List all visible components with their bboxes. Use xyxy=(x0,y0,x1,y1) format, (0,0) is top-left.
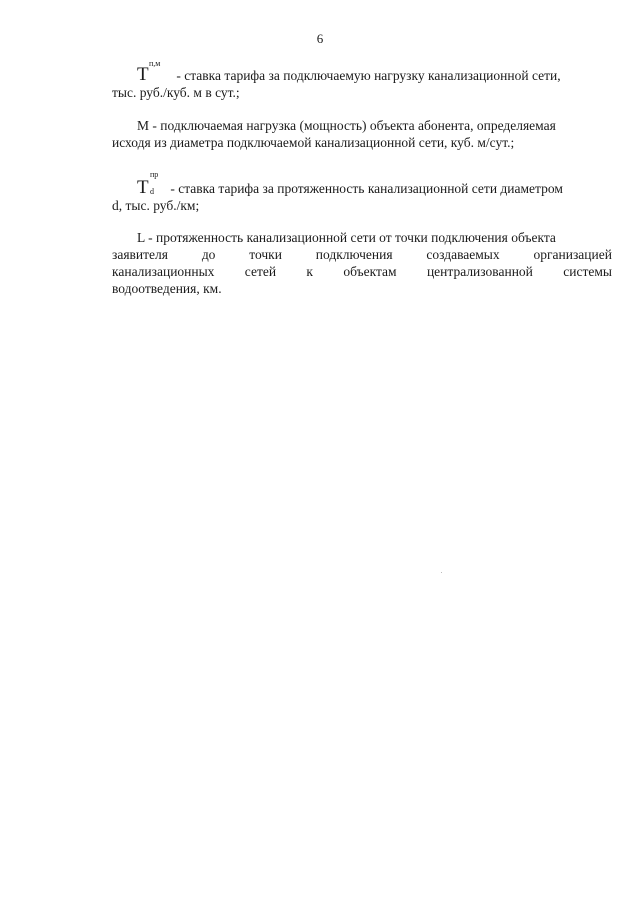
word: системы xyxy=(563,264,612,279)
definition-tariff-load xyxy=(112,59,612,101)
word: точки xyxy=(249,247,282,262)
tariff-symbol xyxy=(137,170,167,198)
word: организацией xyxy=(533,247,612,262)
definition-text: М - подключаемая нагрузка (мощность) объекта абонента, определяемая xyxy=(137,118,556,133)
symbol-subscript: d xyxy=(150,187,154,196)
definition-text: - ставка тарифа за протяженность канализационной сети диаметром xyxy=(170,181,563,196)
definition-load xyxy=(112,117,612,151)
definition-text-continuation: тыс. руб./куб. м в сут.; xyxy=(112,85,240,100)
tariff-symbol xyxy=(137,59,173,85)
word: централизованной xyxy=(426,264,533,279)
word: подключения xyxy=(315,247,393,262)
definition-justified-line xyxy=(112,263,612,280)
symbol-letter: T xyxy=(137,64,149,85)
word: к xyxy=(306,264,313,279)
word: объектам xyxy=(343,264,397,279)
word: создаваемых xyxy=(426,247,500,262)
definition-text: - ставка тарифа за подключаемую нагрузку канализационной сети, xyxy=(176,68,561,83)
page-number: 6 xyxy=(316,31,324,46)
definition-line xyxy=(112,170,612,198)
word: канализационных xyxy=(112,264,215,279)
scan-speck xyxy=(441,572,442,573)
definition-text: L - протяженность канализационной сети от точки подключения объекта xyxy=(137,230,556,245)
word: сетей xyxy=(244,264,277,279)
definition-tariff-length xyxy=(112,170,612,214)
definition-text-continuation: d, тыс. руб./км; xyxy=(112,198,200,213)
symbol-superscript: п,м xyxy=(149,59,161,68)
symbol-letter: T xyxy=(137,177,149,198)
word: заявителя xyxy=(112,247,168,262)
definition-justified-line xyxy=(112,246,612,263)
word: до xyxy=(201,247,216,262)
definition-length xyxy=(112,229,612,297)
definition-line xyxy=(112,59,612,85)
definition-text-continuation: водоотведения, км. xyxy=(112,281,222,296)
symbol-superscript: пр xyxy=(150,170,159,179)
definition-text-continuation: исходя из диаметра подключаемой канализационной сети, куб. м/сут.; xyxy=(112,135,515,150)
